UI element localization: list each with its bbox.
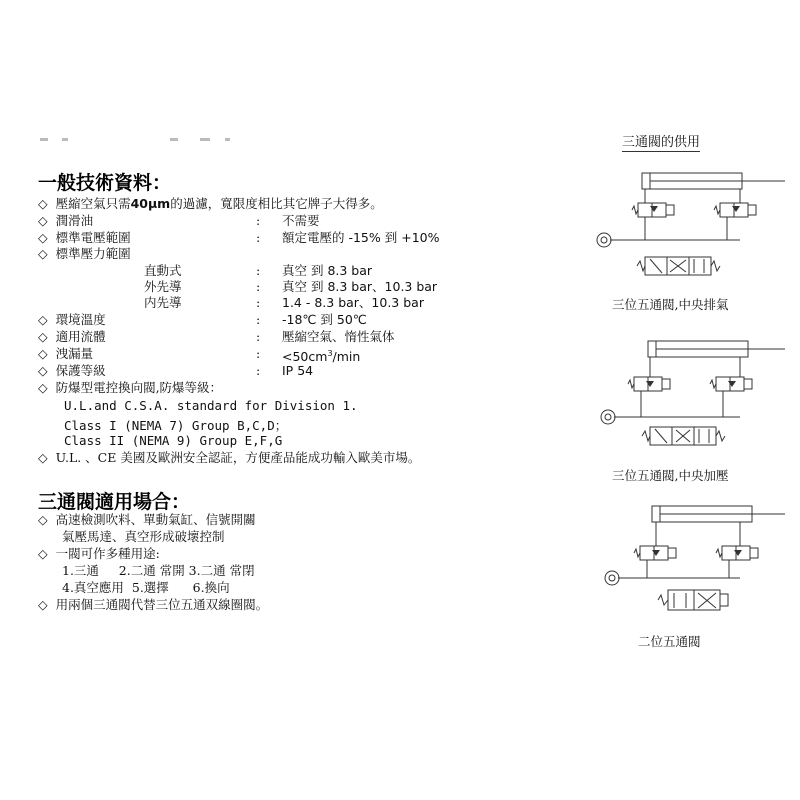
item-protection: ◇ 保護等級 : IP 54 — [38, 363, 314, 378]
item-certification: ◇ U.L. 、CE 美國及歐洲安全認証，方便產品能成功輸入歐美市場。 — [38, 450, 421, 465]
diamond-icon: ◇ — [38, 363, 48, 378]
app-item-3: ◇ 用兩個三通閥代替三位五通双線圈閥。 — [38, 597, 269, 612]
diamond-icon: ◇ — [38, 597, 48, 612]
item-pressure: ◇ 標準壓力範圍 — [38, 246, 131, 261]
caption-two-position: 二位五通閥 — [638, 634, 701, 649]
diamond-icon: ◇ — [38, 450, 48, 465]
item-filter: ◇ 壓縮空氣只需40μm的過濾，寬限度相比其它牌子大得多。 — [38, 196, 383, 211]
caption-center-pressure: 三位五通閥,中央加壓 — [612, 468, 729, 483]
item-explosion: ◇ 防爆型電控換向閥,防爆等級： — [38, 380, 223, 395]
item-fluid: ◇ 適用流體 : 壓縮空氣、惰性氣体 — [38, 329, 395, 344]
diamond-icon: ◇ — [38, 346, 48, 361]
app-uses-line-1: 1.三通 2.二通 常開 3.二通 常閉 — [62, 563, 255, 578]
scan-marks — [40, 127, 230, 133]
diamond-icon: ◇ — [38, 230, 48, 245]
item-temperature: ◇ 環境溫度 : -18℃ 到 50℃ — [38, 312, 367, 327]
item-lubrication: ◇ 潤滑油 : 不需要 — [38, 213, 320, 228]
general-title: 一般技術資料： — [38, 172, 172, 194]
explosion-line-1: U.L.and C.S.A. standard for Division 1. — [64, 398, 358, 413]
app-item-1: ◇ 高速檢測吹料、單動氣缸、信號開關 — [38, 512, 256, 527]
diagram-two-position — [590, 498, 790, 630]
explosion-line-2: Class I (NEMA 7) Group B,C,D； — [64, 418, 288, 433]
app-uses-line-2: 4.真空應用 5.選擇 6.換向 — [62, 580, 230, 595]
diagrams-title: 三通閥的供用 — [622, 131, 700, 152]
diamond-icon: ◇ — [38, 380, 48, 395]
item-leakage: ◇ 洩漏量 : $<50cm^3/\min$ — [38, 346, 361, 365]
diamond-icon: ◇ — [38, 196, 48, 211]
item-voltage: ◇ 標準電壓範圍 : 額定電壓的 -15% 到 +10% — [38, 230, 440, 245]
diamond-icon: ◇ — [38, 546, 48, 561]
diamond-icon: ◇ — [38, 312, 48, 327]
diamond-icon: ◇ — [38, 512, 48, 527]
app-item-1b: 氣壓馬達、真空形成破壞控制 — [62, 529, 225, 544]
explosion-line-3: Class II (NEMA 9) Group E,F,G — [64, 433, 283, 448]
diamond-icon: ◇ — [38, 246, 48, 261]
caption-center-exhaust: 三位五通閥,中央排氣 — [612, 297, 729, 312]
diamond-icon: ◇ — [38, 213, 48, 228]
diagram-center-pressure — [590, 335, 790, 465]
app-item-2: ◇ 一閥可作多種用途: — [38, 546, 160, 561]
diamond-icon: ◇ — [38, 329, 48, 344]
diagram-center-exhaust — [590, 165, 790, 295]
applications-title: 三通閥適用場合： — [38, 491, 191, 513]
